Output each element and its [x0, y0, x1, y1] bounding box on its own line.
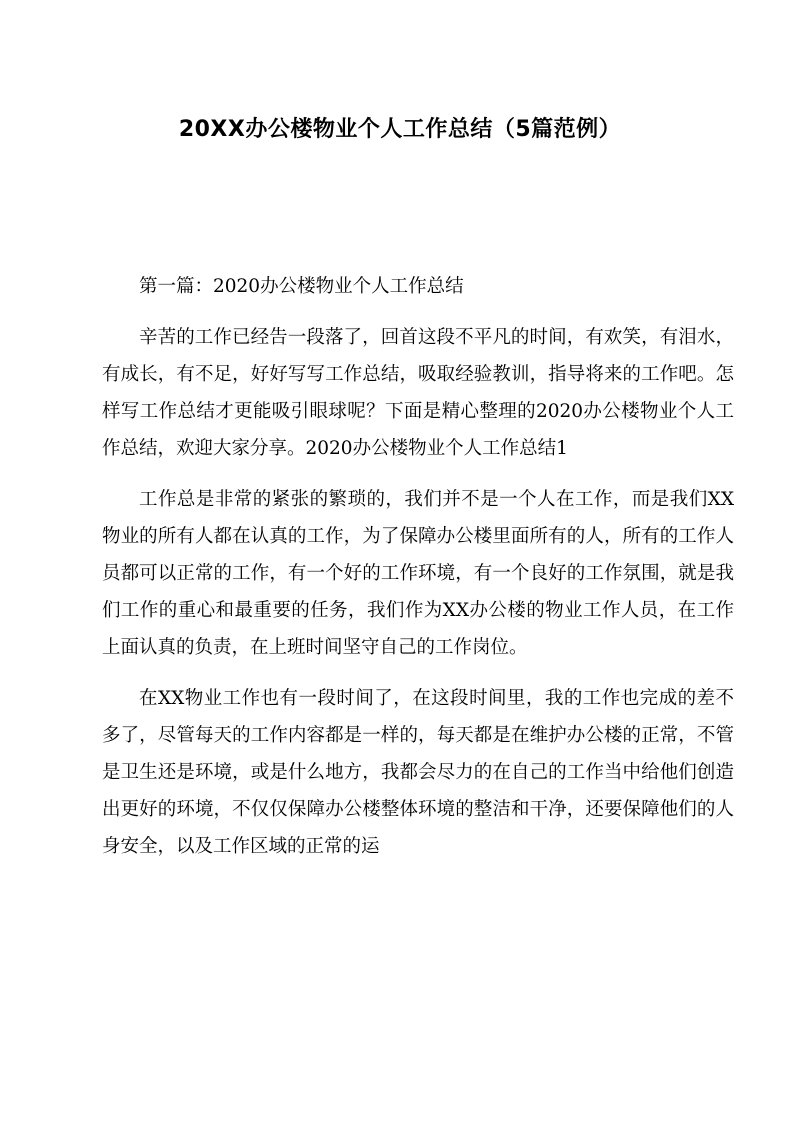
- paragraph-2: 工作总是非常的紧张的繁琐的，我们并不是一个人在工作，而是我们XX物业的所有人都在认真的工作，为了保障办公楼里面所有的人，所有的工作人员都可以正常的工作，有一个好的工作环境，有一个良好的工作氛围，就是我们工作的重心和最重要的任务，我们作为XX办公楼的物业工作人员，在工作上面认真的负责，在上班时间坚守自己的工作岗位。: [102, 489, 734, 658]
- paragraph-1: 辛苦的工作已经告一段落了，回首这段不平凡的时间，有欢笑，有泪水，有成长，有不足，好好写写工作总结，吸取经验教训，指导将来的工作吧。怎样写工作总结才更能吸引眼球呢？下面是精心整理的2020办公楼物业个人工作总结，欢迎大家分享。2020办公楼物业个人工作总结1: [102, 327, 734, 459]
- document-body: [102, 268, 734, 879]
- section-heading: 第一篇：2020办公楼物业个人工作总结: [139, 276, 464, 297]
- paragraph-3: 在XX物业工作也有一段时间了，在这段时间里，我的工作也完成的差不多了，尽管每天的工作内容都是一样的，每天都是在维护办公楼的正常，不管是卫生还是环境，或是什么地方，我都会尽力的在自己的工作当中给他们创造出更好的环境，不仅仅保障办公楼整体环境的整洁和干净，还要保障他们的人身安全，以及工作区域的正常的运: [102, 688, 734, 857]
- document-title: 20XX办公楼物业个人工作总结（5篇范例）: [178, 117, 622, 142]
